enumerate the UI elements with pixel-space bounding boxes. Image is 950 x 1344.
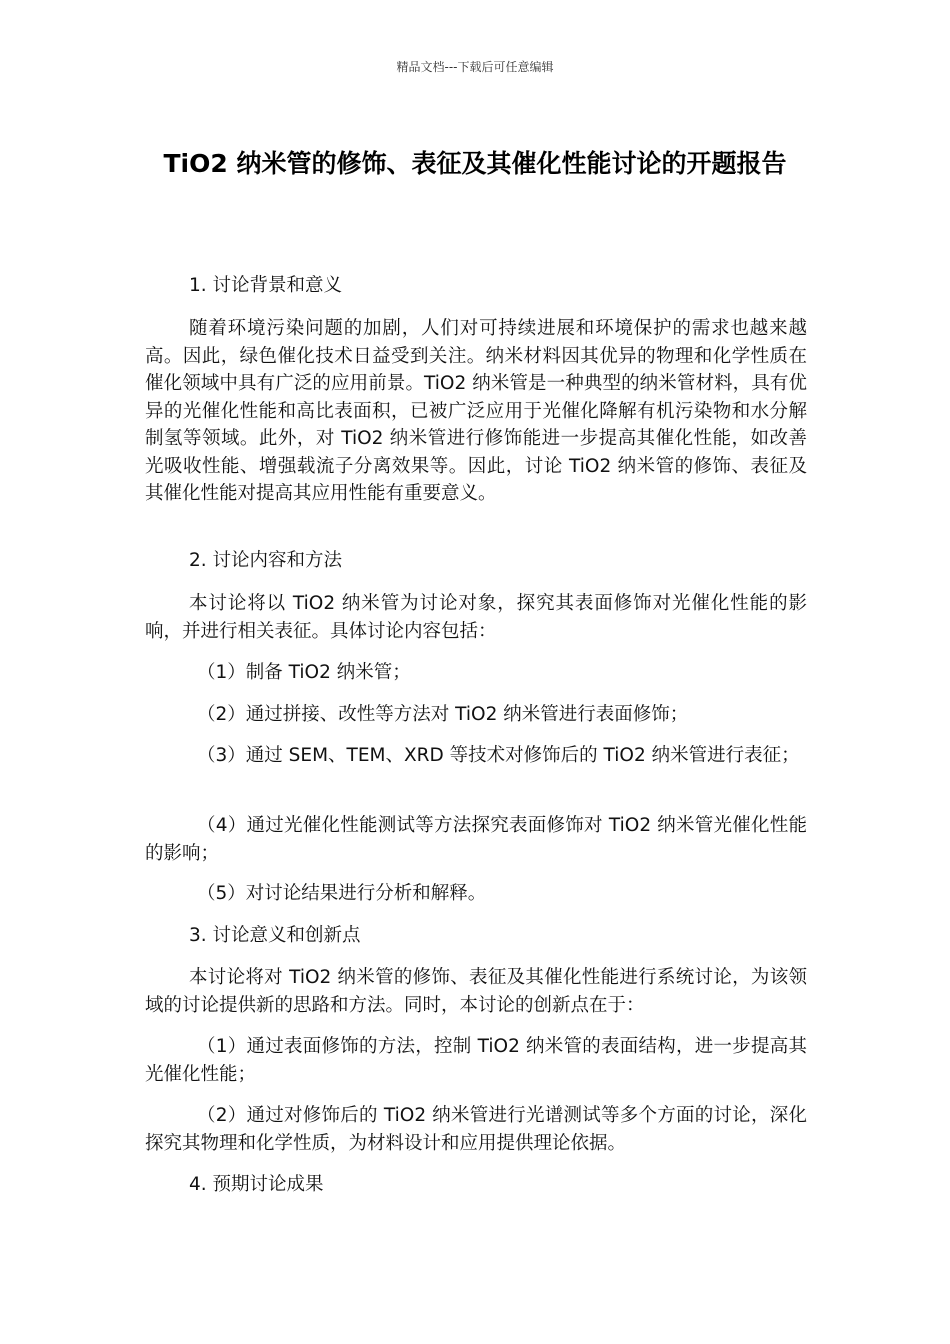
section-2-item-3: （3）通过 SEM、TEM、XRD 等技术对修饰后的 TiO2 纳米管进行表征； (197, 745, 800, 766)
section-heading-4: 4. 预期讨论成果 (189, 1174, 324, 1195)
section-2-intro: 本讨论将以 TiO2 纳米管为讨论对象，探究其表面修饰对光催化性能的影响，并进行相关表征。具体讨论内容包括： (145, 593, 807, 642)
section-2-item-5: （5）对讨论结果进行分析和解释。 (197, 883, 487, 904)
document-title: TiO2 纳米管的修饰、表征及其催化性能讨论的开题报告 (163, 149, 787, 178)
section-3-item-2: （2）通过对修饰后的 TiO2 纳米管进行光谱测试等多个方面的讨论，深化探究其物理和化学性质，为材料设计和应用提供理论依据。 (145, 1105, 807, 1154)
section-3-intro: 本讨论将对 TiO2 纳米管的修饰、表征及其催化性能进行系统讨论，为该领域的讨论提供新的思路和方法。同时，本讨论的创新点在于： (145, 967, 807, 1016)
section-heading-2: 2. 讨论内容和方法 (189, 550, 343, 571)
section-heading-1: 1. 讨论背景和意义 (189, 275, 343, 296)
section-heading-3: 3. 讨论意义和创新点 (189, 925, 361, 946)
section-1-paragraph: 随着环境污染问题的加剧，人们对可持续进展和环境保护的需求也越来越高。因此，绿色催化技术日益受到关注。纳米材料因其优异的物理和化学性质在催化领域中具有广泛的应用前景。TiO2 纳米管是一种典型的纳米管材料，具有优异的光催化性能和高比表面积，已被广泛应用于光催化降解有机污染物和水分解制氢等领域。此外，对 TiO2 纳米管进行修饰能进一步提高其催化性能，如改善光吸收性能、增强载流子分离效果等。因此，讨论 TiO2 纳米管的修饰、表征及其催化性能对提高其应用性能有重要意义。 (145, 318, 807, 504)
section-2-item-2: （2）通过拼接、改性等方法对 TiO2 纳米管进行表面修饰； (197, 704, 689, 725)
section-2-item-4: （4）通过光催化性能测试等方法探究表面修饰对 TiO2 纳米管光催化性能的影响； (145, 815, 807, 864)
header-note: 精品文档---下载后可任意编辑 (396, 60, 554, 74)
section-3-item-1: （1）通过表面修饰的方法，控制 TiO2 纳米管的表面结构，进一步提高其光催化性能； (145, 1036, 807, 1085)
section-2-item-1: （1）制备 TiO2 纳米管； (197, 662, 411, 683)
